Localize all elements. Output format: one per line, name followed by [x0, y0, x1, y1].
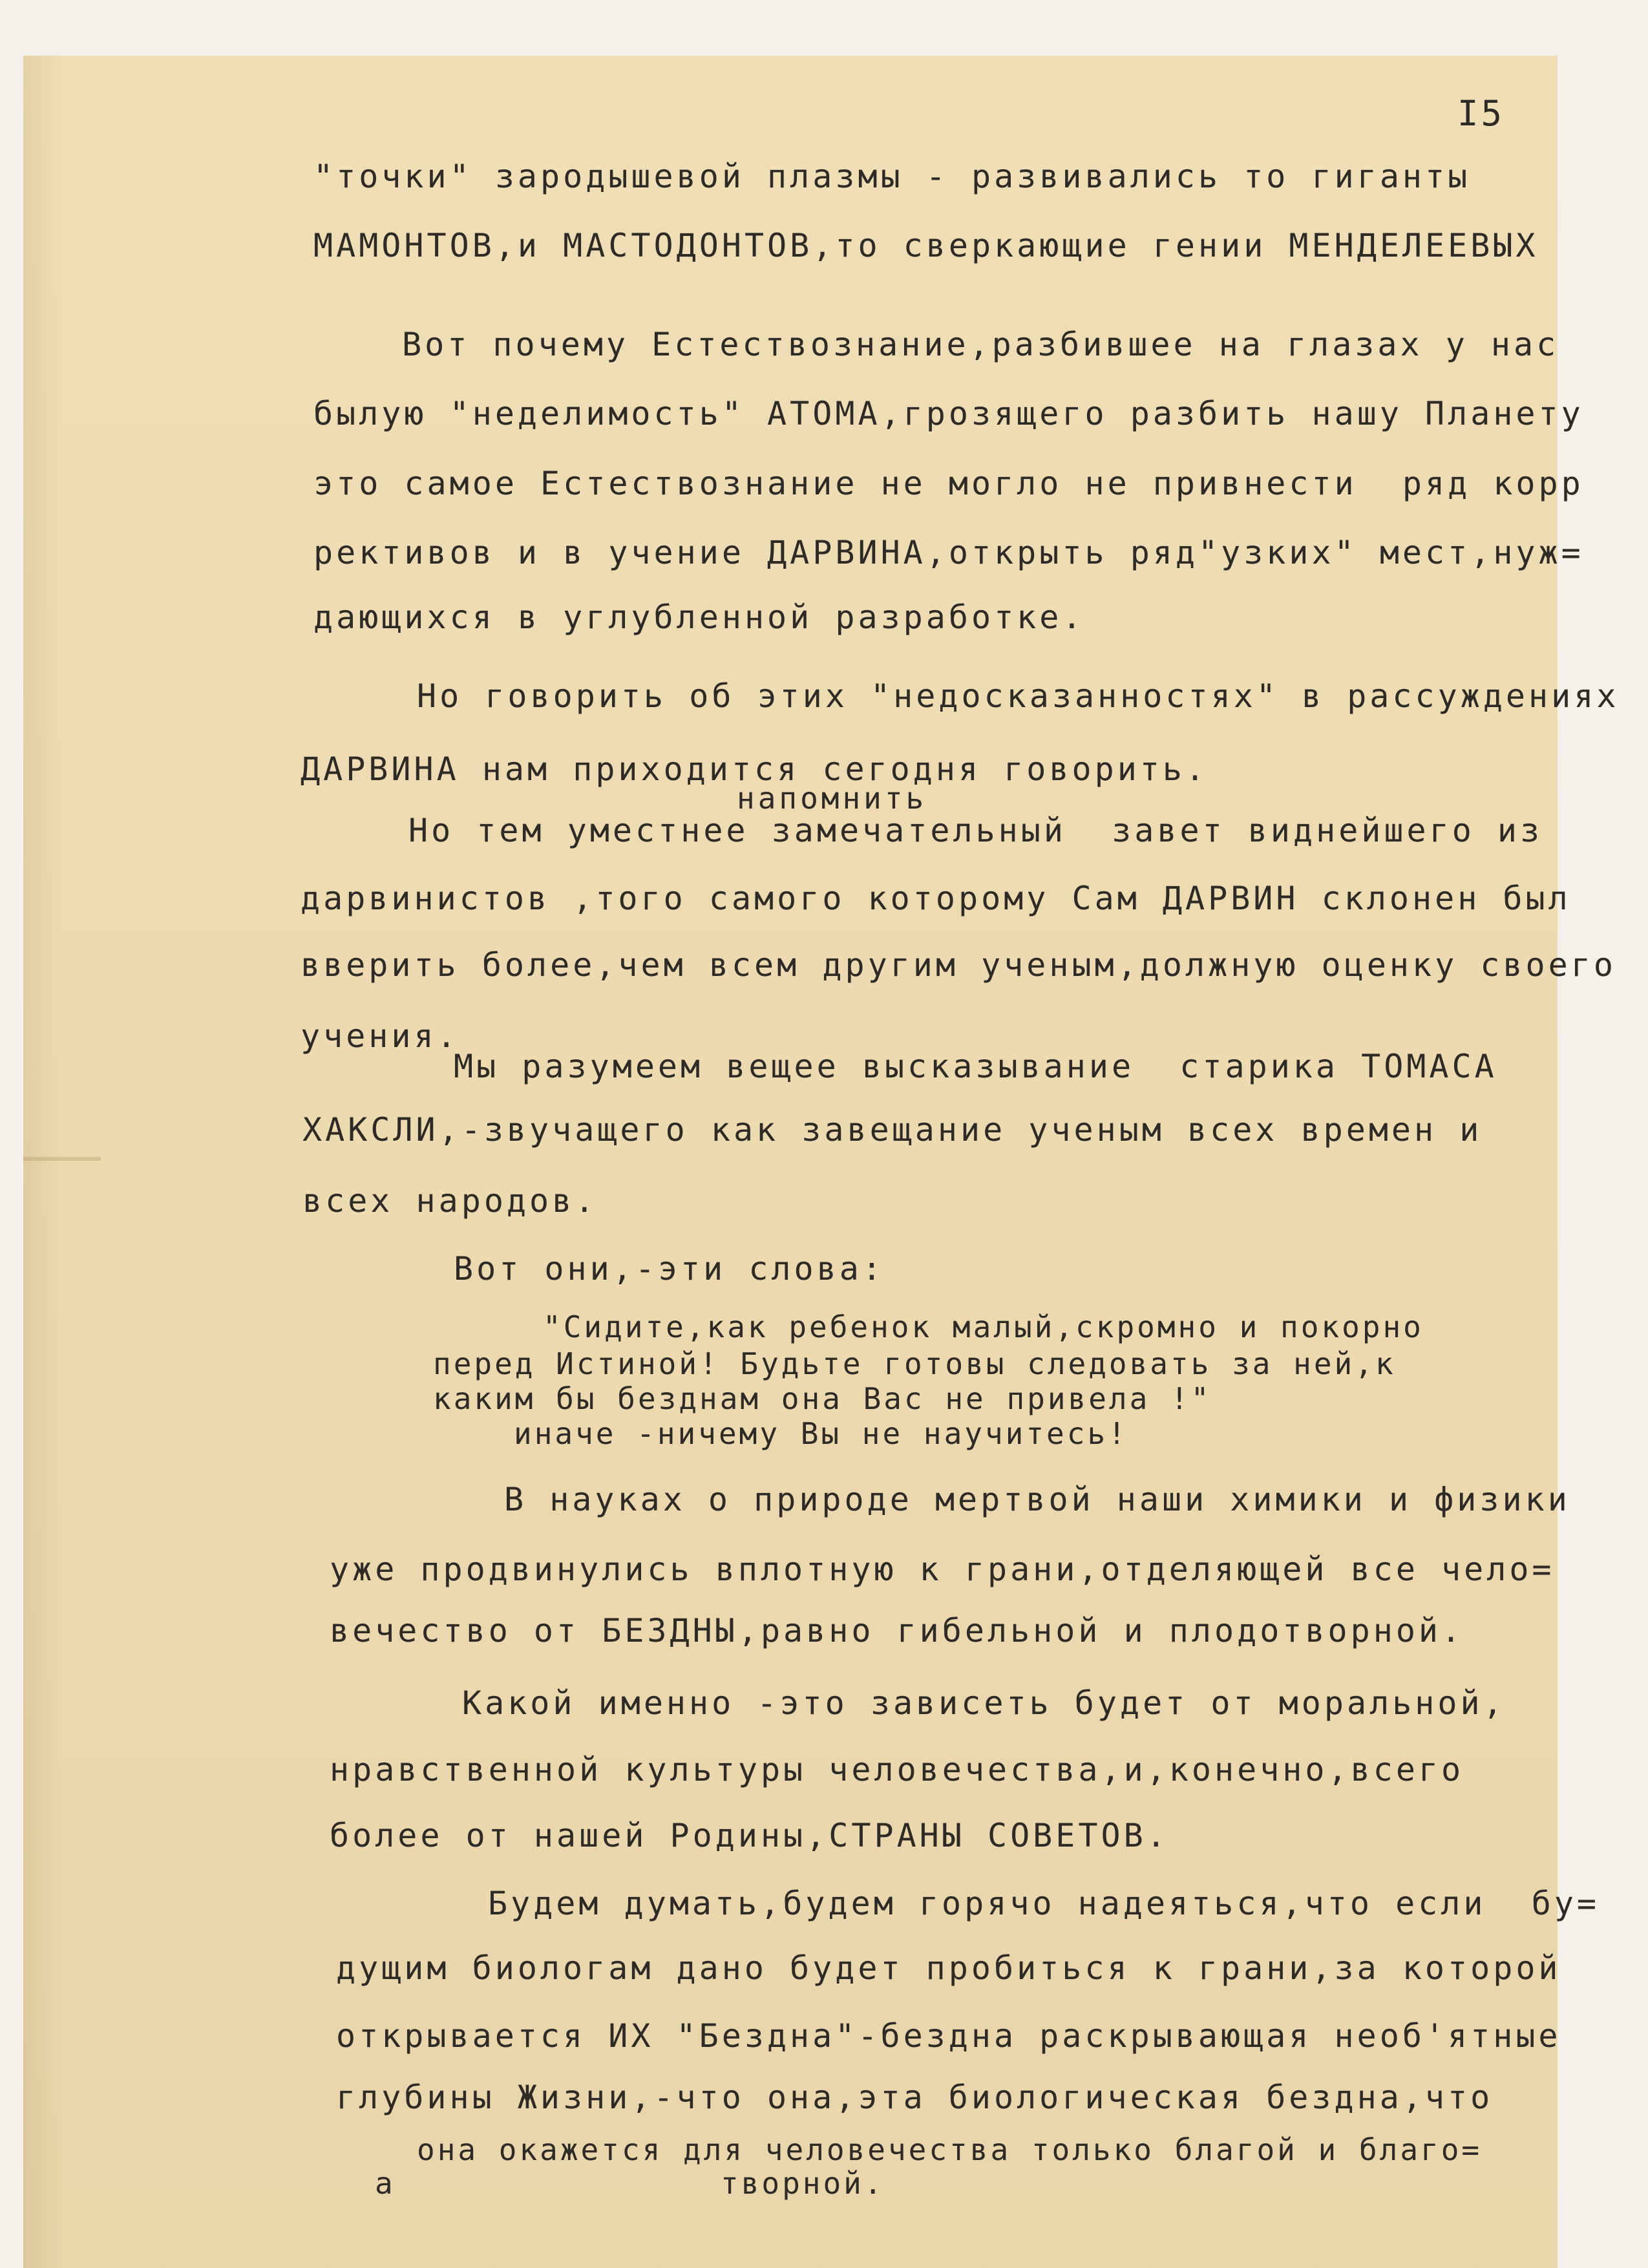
- text-line-15: ХАКСЛИ,-звучащего как завещание ученым всех времен и: [302, 1111, 1483, 1149]
- text-line-2: МАМОНТОВ,и МАСТОДОНТОВ,то сверкающие гении МЕНДЕЛЕЕВЫХ: [313, 227, 1539, 264]
- quote-line-4: иначе -ничему Вы не научитесь!: [514, 1416, 1128, 1451]
- text-line-3: Вот почему Естествознание,разбившее на глазах у нас: [402, 326, 1559, 363]
- text-line-21: Какой именно -это зависеть будет от моральной,: [462, 1684, 1506, 1722]
- text-line-4: былую "неделимость" АТОМА,грозящего разбить нашу Планету: [313, 395, 1584, 432]
- text-line-26: открывается ИХ "Бездна"-бездна раскрывающая необ'ятные: [336, 2017, 1561, 2055]
- text-line-29: творной.: [721, 2166, 885, 2201]
- text-line-16: всех народов.: [302, 1182, 598, 1220]
- text-line-20: вечество от БЕЗДНЫ,равно гибельной и плодотворной.: [330, 1612, 1464, 1649]
- text-line-28: она окажется для человечества только благой и благо=: [417, 2132, 1483, 2167]
- text-line-23: более от нашей Родины,СТРАНЫ СОВЕТОВ.: [330, 1817, 1169, 1854]
- paper-fold-mark: [23, 1157, 101, 1161]
- page-number: I5: [1457, 93, 1505, 134]
- text-line-18: В науках о природе мертвой наши химики и физики: [504, 1481, 1570, 1518]
- margin-letter: а: [375, 2166, 396, 2201]
- inserted-word: напомнить: [737, 781, 927, 816]
- quote-line-1: "Сидите,как ребенок малый,скромно и покорно: [543, 1309, 1424, 1344]
- text-line-14: Мы разумеем вещее высказывание старика ТОМАСА: [454, 1048, 1497, 1085]
- text-line-7: дающихся в углубленной разработке.: [313, 599, 1085, 636]
- text-line-19: уже продвинулись вплотную к грани,отделяющей все чело=: [330, 1551, 1555, 1588]
- text-line-17: Вот они,-эти слова:: [454, 1250, 885, 1288]
- text-line-22: нравственной культуры человечества,и,конечно,всего: [330, 1751, 1464, 1788]
- text-line-13: учения.: [301, 1017, 460, 1055]
- paper-sheet: [23, 56, 1558, 2268]
- quote-line-2: перед Истиной! Будьте готовы следовать за ней,к: [433, 1346, 1396, 1381]
- text-line-1: "точки" зародышевой плазмы - развивались то гиганты: [313, 158, 1471, 195]
- text-line-8: Но говорить об этих "недосказанностях" в рассуждениях: [417, 677, 1620, 715]
- text-line-11: дарвинистов ,того самого которому Сам ДАРВИН склонен был: [301, 880, 1571, 917]
- text-line-6: рективов и в учение ДАРВИНА,открыть ряд"узких" мест,нуж=: [313, 534, 1584, 571]
- text-line-27: глубины Жизни,-что она,эта биологическая бездна,что: [336, 2079, 1494, 2116]
- text-line-24: Будем думать,будем горячо надеяться,что если бу=: [488, 1885, 1600, 1922]
- text-line-9: ДАРВИНА нам приходится сегодня говорить.: [301, 750, 1209, 788]
- quote-line-3: каким бы безднам она Вас не привела !": [433, 1381, 1212, 1416]
- text-line-25: дущим биологам дано будет пробиться к грани,за которой: [336, 1949, 1561, 1987]
- text-line-5: это самое Естествознание не могло не привнести ряд корр: [313, 465, 1584, 502]
- text-line-10: Но тем уместнее замечательный завет виднейшего из: [408, 812, 1543, 849]
- text-line-12: вверить более,чем всем другим ученым,должную оценку своего: [301, 946, 1616, 984]
